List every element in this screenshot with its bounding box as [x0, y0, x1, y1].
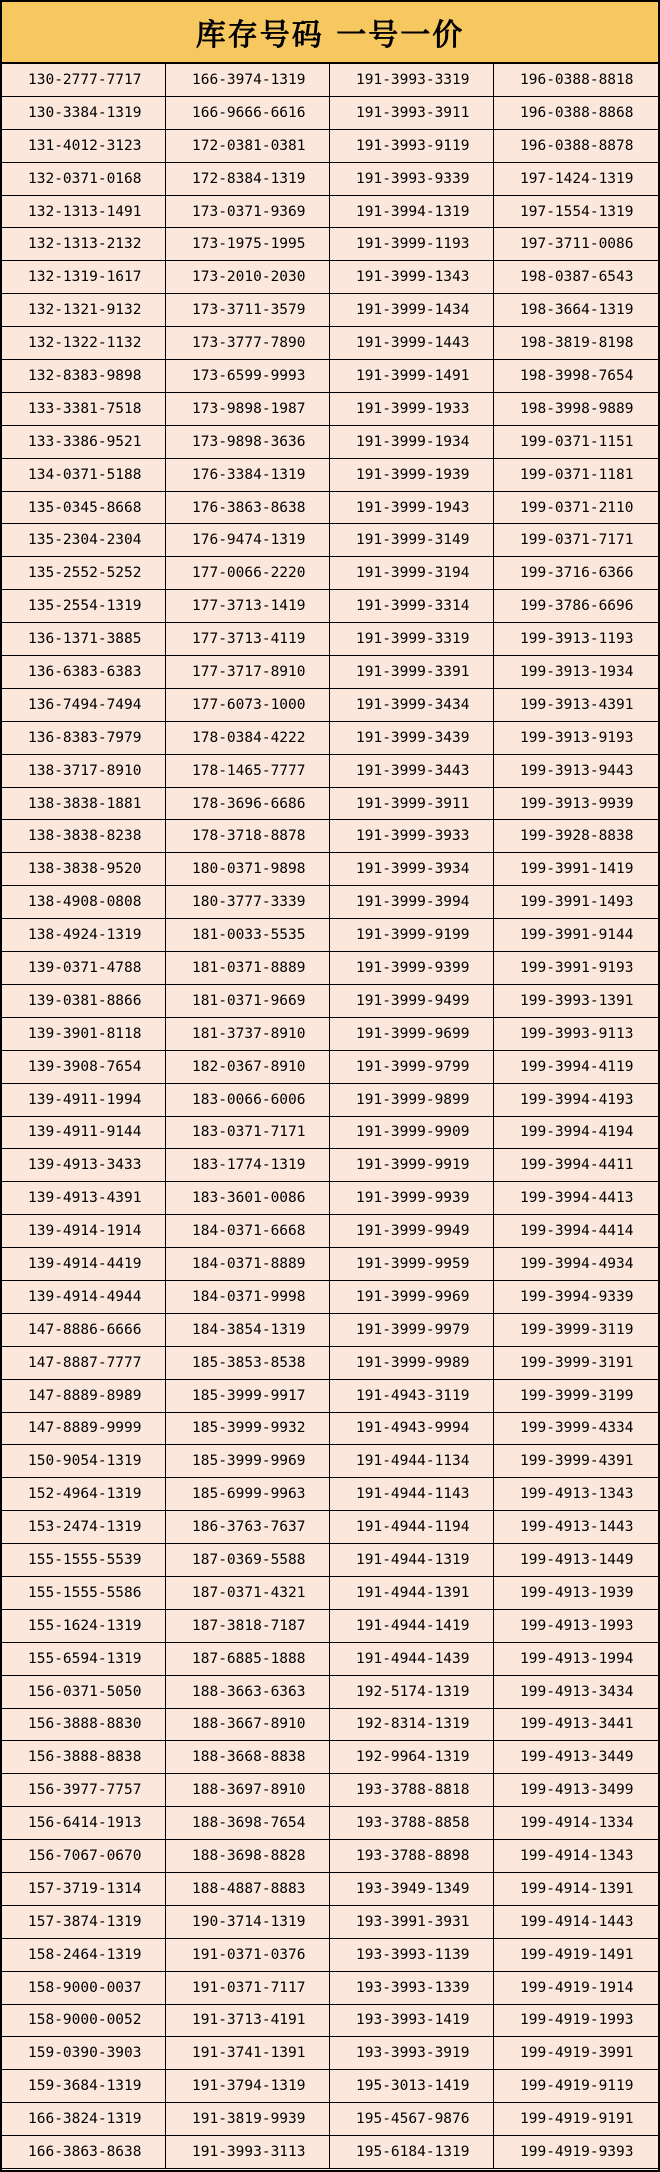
phone-number-cell: 199-4913-3499	[494, 1774, 658, 1807]
phone-number-cell: 191-3999-3994	[330, 886, 494, 919]
phone-number-cell: 147-8886-6666	[2, 1314, 166, 1347]
phone-number-cell: 173-9898-3636	[166, 426, 330, 459]
phone-number-cell: 199-0371-7171	[494, 524, 658, 557]
phone-number-cell: 191-3999-1939	[330, 459, 494, 492]
phone-number-cell: 156-3888-8830	[2, 1709, 166, 1742]
phone-number-cell: 131-4012-3123	[2, 130, 166, 163]
phone-number-cell: 188-3698-8828	[166, 1840, 330, 1873]
phone-number-cell: 199-3994-4193	[494, 1084, 658, 1117]
phone-number-cell: 158-2464-1319	[2, 1939, 166, 1972]
phone-number-cell: 191-3999-1343	[330, 261, 494, 294]
phone-number-cell: 199-3716-6366	[494, 557, 658, 590]
phone-number-cell: 172-8384-1319	[166, 163, 330, 196]
phone-number-cell: 180-0371-9898	[166, 853, 330, 886]
phone-number-cell: 139-4913-3433	[2, 1149, 166, 1182]
phone-number-cell: 135-0345-8668	[2, 492, 166, 525]
phone-number-cell: 199-3913-9443	[494, 755, 658, 788]
phone-number-cell: 139-4911-9144	[2, 1117, 166, 1150]
phone-number-cell: 181-0371-9669	[166, 985, 330, 1018]
phone-number-cell: 184-0371-8889	[166, 1248, 330, 1281]
phone-number-cell: 191-4944-1439	[330, 1643, 494, 1676]
phone-number-cell: 193-3991-3931	[330, 1906, 494, 1939]
phone-number-cell: 199-4919-9119	[494, 2070, 658, 2103]
phone-number-cell: 192-8314-1319	[330, 1709, 494, 1742]
phone-number-cell: 191-3999-9899	[330, 1084, 494, 1117]
phone-number-cell: 196-0388-8818	[494, 64, 658, 97]
phone-number-cell: 133-3381-7518	[2, 393, 166, 426]
phone-number-cell: 132-1313-1491	[2, 196, 166, 229]
phone-number-cell: 158-9000-0037	[2, 1972, 166, 2005]
phone-number-cell: 191-3999-9199	[330, 919, 494, 952]
phone-number-cell: 199-3913-1193	[494, 623, 658, 656]
phone-number-cell: 173-9898-1987	[166, 393, 330, 426]
phone-number-cell: 191-4943-9994	[330, 1413, 494, 1446]
phone-number-cell: 196-0388-8878	[494, 130, 658, 163]
phone-number-cell: 191-3999-1943	[330, 492, 494, 525]
phone-number-cell: 199-4914-1443	[494, 1906, 658, 1939]
phone-number-cell: 193-3993-3919	[330, 2037, 494, 2070]
phone-number-cell: 199-3994-4411	[494, 1149, 658, 1182]
phone-number-cell: 191-3999-3149	[330, 524, 494, 557]
phone-number-cell: 152-4964-1319	[2, 1478, 166, 1511]
phone-number-cell: 197-1424-1319	[494, 163, 658, 196]
phone-number-cell: 177-3713-1419	[166, 590, 330, 623]
phone-number-cell: 199-3993-9113	[494, 1018, 658, 1051]
phone-number-cell: 193-3949-1349	[330, 1873, 494, 1906]
phone-number-cell: 193-3993-1419	[330, 2005, 494, 2038]
phone-number-cell: 181-3737-8910	[166, 1018, 330, 1051]
phone-number-cell: 191-3999-9949	[330, 1215, 494, 1248]
phone-number-cell: 191-3713-4191	[166, 2005, 330, 2038]
phone-number-cell: 176-3863-8638	[166, 492, 330, 525]
phone-number-cell: 132-8383-9898	[2, 360, 166, 393]
phone-number-cell: 136-7494-7494	[2, 689, 166, 722]
phone-number-cell: 191-3999-1443	[330, 327, 494, 360]
phone-number-cell: 139-0371-4788	[2, 952, 166, 985]
phone-number-cell: 193-3993-1139	[330, 1939, 494, 1972]
phone-number-cell: 193-3788-8898	[330, 1840, 494, 1873]
phone-number-cell: 199-4914-1391	[494, 1873, 658, 1906]
phone-number-cell: 191-3999-3439	[330, 722, 494, 755]
phone-number-cell: 199-0371-1181	[494, 459, 658, 492]
phone-number-cell: 173-2010-2030	[166, 261, 330, 294]
phone-number-cell: 199-3928-8838	[494, 820, 658, 853]
page-title: 库存号码 一号一价	[2, 2, 658, 64]
phone-number-cell: 199-4919-9393	[494, 2136, 658, 2169]
phone-number-cell: 139-3901-8118	[2, 1018, 166, 1051]
phone-number-cell: 176-9474-1319	[166, 524, 330, 557]
phone-number-cell: 192-9964-1319	[330, 1741, 494, 1774]
phone-number-cell: 192-5174-1319	[330, 1676, 494, 1709]
phone-number-cell: 199-3991-1493	[494, 886, 658, 919]
phone-number-cell: 199-4913-1994	[494, 1643, 658, 1676]
phone-number-cell: 199-0371-2110	[494, 492, 658, 525]
phone-number-cell: 199-4913-3449	[494, 1741, 658, 1774]
phone-number-cell: 191-3999-3314	[330, 590, 494, 623]
phone-number-cell: 173-6599-9993	[166, 360, 330, 393]
phone-number-cell: 198-3998-7654	[494, 360, 658, 393]
phone-number-cell: 191-3819-9939	[166, 2103, 330, 2136]
phone-number-cell: 147-8889-9999	[2, 1413, 166, 1446]
number-grid	[2, 64, 658, 2169]
phone-number-cell: 190-3714-1319	[166, 1906, 330, 1939]
phone-number-cell: 196-0388-8868	[494, 97, 658, 130]
phone-number-cell: 199-4913-3441	[494, 1709, 658, 1742]
phone-number-cell: 191-3999-3911	[330, 788, 494, 821]
phone-number-cell: 191-3999-9399	[330, 952, 494, 985]
phone-number-cell: 166-3863-8638	[2, 2136, 166, 2169]
phone-number-cell: 193-3788-8858	[330, 1807, 494, 1840]
phone-number-cell: 138-4908-0808	[2, 886, 166, 919]
phone-number-cell: 199-4913-3434	[494, 1676, 658, 1709]
phone-number-cell: 198-3819-8198	[494, 327, 658, 360]
phone-number-cell: 191-3999-1434	[330, 294, 494, 327]
phone-number-cell: 199-4919-1993	[494, 2005, 658, 2038]
phone-number-cell: 199-3913-9939	[494, 788, 658, 821]
phone-number-cell: 135-2554-1319	[2, 590, 166, 623]
phone-number-cell: 191-4944-1319	[330, 1544, 494, 1577]
phone-number-cell: 191-0371-0376	[166, 1939, 330, 1972]
phone-number-cell: 138-3838-9520	[2, 853, 166, 886]
phone-number-cell: 199-4913-1939	[494, 1577, 658, 1610]
phone-number-cell: 155-6594-1319	[2, 1643, 166, 1676]
phone-number-cell: 199-4919-9191	[494, 2103, 658, 2136]
phone-number-cell: 187-0369-5588	[166, 1544, 330, 1577]
phone-number-cell: 178-1465-7777	[166, 755, 330, 788]
phone-number-cell: 199-3999-4334	[494, 1413, 658, 1446]
phone-number-cell: 139-4913-4391	[2, 1182, 166, 1215]
phone-number-cell: 156-3977-7757	[2, 1774, 166, 1807]
phone-number-cell: 199-3994-4934	[494, 1248, 658, 1281]
phone-number-cell: 132-1322-1132	[2, 327, 166, 360]
phone-number-cell: 136-1371-3885	[2, 623, 166, 656]
phone-number-cell: 132-1319-1617	[2, 261, 166, 294]
phone-number-cell: 130-2777-7717	[2, 64, 166, 97]
phone-number-cell: 177-3713-4119	[166, 623, 330, 656]
phone-number-cell: 156-0371-5050	[2, 1676, 166, 1709]
phone-number-cell: 191-3993-3911	[330, 97, 494, 130]
phone-number-cell: 191-3999-3434	[330, 689, 494, 722]
phone-number-cell: 177-0066-2220	[166, 557, 330, 590]
phone-number-cell: 188-3698-7654	[166, 1807, 330, 1840]
phone-number-cell: 191-3741-1391	[166, 2037, 330, 2070]
phone-number-cell: 199-4914-1343	[494, 1840, 658, 1873]
phone-number-cell: 199-3913-4391	[494, 689, 658, 722]
phone-number-cell: 199-4919-1914	[494, 1972, 658, 2005]
phone-number-cell: 139-0381-8866	[2, 985, 166, 1018]
phone-number-cell: 191-3999-9909	[330, 1117, 494, 1150]
phone-number-cell: 199-4919-3991	[494, 2037, 658, 2070]
phone-number-cell: 191-3993-3319	[330, 64, 494, 97]
phone-number-cell: 136-6383-6383	[2, 656, 166, 689]
phone-number-cell: 173-0371-9369	[166, 196, 330, 229]
phone-number-cell: 191-3999-1491	[330, 360, 494, 393]
phone-number-cell: 199-3994-4414	[494, 1215, 658, 1248]
phone-number-cell: 191-3999-1193	[330, 228, 494, 261]
phone-number-cell: 191-3999-1933	[330, 393, 494, 426]
phone-number-cell: 198-3998-9889	[494, 393, 658, 426]
phone-number-cell: 199-3991-1419	[494, 853, 658, 886]
phone-number-cell: 156-6414-1913	[2, 1807, 166, 1840]
phone-number-cell: 191-4944-1391	[330, 1577, 494, 1610]
phone-number-cell: 199-4913-1443	[494, 1511, 658, 1544]
phone-number-cell: 130-3384-1319	[2, 97, 166, 130]
phone-number-cell: 191-3999-3933	[330, 820, 494, 853]
phone-number-cell: 191-3999-9959	[330, 1248, 494, 1281]
phone-number-cell: 182-0367-8910	[166, 1051, 330, 1084]
phone-number-cell: 191-3999-9699	[330, 1018, 494, 1051]
phone-number-cell: 188-3697-8910	[166, 1774, 330, 1807]
phone-number-cell: 184-3854-1319	[166, 1314, 330, 1347]
phone-number-cell: 191-3999-9979	[330, 1314, 494, 1347]
phone-number-cell: 132-1313-2132	[2, 228, 166, 261]
phone-number-cell: 166-9666-6616	[166, 97, 330, 130]
phone-number-cell: 173-3711-3579	[166, 294, 330, 327]
phone-number-cell: 191-3999-1934	[330, 426, 494, 459]
phone-number-cell: 138-3838-8238	[2, 820, 166, 853]
phone-number-cell: 191-3999-9499	[330, 985, 494, 1018]
phone-number-cell: 139-4911-1994	[2, 1084, 166, 1117]
phone-number-cell: 185-3853-8538	[166, 1347, 330, 1380]
phone-number-cell: 191-4944-1194	[330, 1511, 494, 1544]
phone-number-cell: 191-3794-1319	[166, 2070, 330, 2103]
phone-number-cell: 157-3719-1314	[2, 1873, 166, 1906]
phone-number-cell: 134-0371-5188	[2, 459, 166, 492]
phone-number-cell: 177-6073-1000	[166, 689, 330, 722]
phone-number-cell: 199-3994-4119	[494, 1051, 658, 1084]
phone-number-cell: 191-3999-9919	[330, 1149, 494, 1182]
phone-number-cell: 199-4914-1334	[494, 1807, 658, 1840]
phone-number-cell: 136-8383-7979	[2, 722, 166, 755]
phone-number-cell: 132-0371-0168	[2, 163, 166, 196]
phone-number-cell: 188-4887-8883	[166, 1873, 330, 1906]
phone-number-cell: 183-0066-6006	[166, 1084, 330, 1117]
phone-number-cell: 176-3384-1319	[166, 459, 330, 492]
phone-number-cell: 195-3013-1419	[330, 2070, 494, 2103]
phone-number-cell: 191-4943-3119	[330, 1380, 494, 1413]
phone-number-cell: 156-3888-8838	[2, 1741, 166, 1774]
phone-number-cell: 188-3663-6363	[166, 1676, 330, 1709]
phone-number-cell: 183-0371-7171	[166, 1117, 330, 1150]
phone-number-cell: 197-1554-1319	[494, 196, 658, 229]
phone-number-cell: 135-2552-5252	[2, 557, 166, 590]
phone-number-cell: 191-3994-1319	[330, 196, 494, 229]
phone-number-cell: 153-2474-1319	[2, 1511, 166, 1544]
phone-number-cell: 139-4914-4944	[2, 1281, 166, 1314]
phone-number-cell: 195-4567-9876	[330, 2103, 494, 2136]
phone-number-cell: 199-3994-4194	[494, 1117, 658, 1150]
phone-number-cell: 173-1975-1995	[166, 228, 330, 261]
phone-number-cell: 199-3993-1391	[494, 985, 658, 1018]
phone-number-cell: 198-3664-1319	[494, 294, 658, 327]
phone-number-cell: 185-6999-9963	[166, 1478, 330, 1511]
phone-number-cell: 191-3999-9939	[330, 1182, 494, 1215]
phone-number-cell: 199-3994-4413	[494, 1182, 658, 1215]
phone-number-cell: 191-3993-3113	[166, 2136, 330, 2169]
phone-number-cell: 166-3974-1319	[166, 64, 330, 97]
phone-number-cell: 178-3718-8878	[166, 820, 330, 853]
phone-number-cell: 185-3999-9917	[166, 1380, 330, 1413]
phone-number-cell: 186-3763-7637	[166, 1511, 330, 1544]
phone-number-cell: 138-4924-1319	[2, 919, 166, 952]
phone-number-cell: 191-3993-9119	[330, 130, 494, 163]
phone-number-cell: 199-3999-3199	[494, 1380, 658, 1413]
phone-number-cell: 191-3999-3194	[330, 557, 494, 590]
phone-number-cell: 199-3991-9193	[494, 952, 658, 985]
phone-number-cell: 184-0371-9998	[166, 1281, 330, 1314]
phone-number-cell: 139-3908-7654	[2, 1051, 166, 1084]
phone-number-cell: 199-3999-3191	[494, 1347, 658, 1380]
phone-number-cell: 191-3999-9799	[330, 1051, 494, 1084]
phone-number-cell: 199-4913-1993	[494, 1610, 658, 1643]
phone-number-cell: 156-7067-0670	[2, 1840, 166, 1873]
phone-number-cell: 199-3999-4391	[494, 1445, 658, 1478]
phone-number-cell: 199-3913-9193	[494, 722, 658, 755]
phone-number-cell: 191-3993-9339	[330, 163, 494, 196]
phone-number-cell: 199-4913-1449	[494, 1544, 658, 1577]
phone-number-cell: 199-3991-9144	[494, 919, 658, 952]
phone-number-cell: 178-3696-6686	[166, 788, 330, 821]
phone-number-cell: 139-4914-1914	[2, 1215, 166, 1248]
phone-number-cell: 159-0390-3903	[2, 2037, 166, 2070]
phone-number-cell: 155-1555-5586	[2, 1577, 166, 1610]
phone-number-cell: 199-3913-1934	[494, 656, 658, 689]
phone-number-cell: 159-3684-1319	[2, 2070, 166, 2103]
phone-number-cell: 191-0371-7117	[166, 1972, 330, 2005]
phone-number-cell: 150-9054-1319	[2, 1445, 166, 1478]
phone-number-cell: 173-3777-7890	[166, 327, 330, 360]
phone-number-cell: 139-4914-4419	[2, 1248, 166, 1281]
phone-number-cell: 183-3601-0086	[166, 1182, 330, 1215]
phone-number-cell: 183-1774-1319	[166, 1149, 330, 1182]
phone-number-cell: 132-1321-9132	[2, 294, 166, 327]
phone-number-cell: 177-3717-8910	[166, 656, 330, 689]
phone-number-cell: 195-6184-1319	[330, 2136, 494, 2169]
phone-number-cell: 135-2304-2304	[2, 524, 166, 557]
phone-number-cell: 155-1555-5539	[2, 1544, 166, 1577]
phone-number-cell: 187-3818-7187	[166, 1610, 330, 1643]
phone-number-cell: 187-0371-4321	[166, 1577, 330, 1610]
phone-number-cell: 199-0371-1151	[494, 426, 658, 459]
phone-number-cell: 184-0371-6668	[166, 1215, 330, 1248]
phone-number-cell: 199-4913-1343	[494, 1478, 658, 1511]
phone-number-cell: 181-0033-5535	[166, 919, 330, 952]
phone-number-cell: 199-4919-1491	[494, 1939, 658, 1972]
phone-number-cell: 198-0387-6543	[494, 261, 658, 294]
phone-number-cell: 191-4944-1419	[330, 1610, 494, 1643]
phone-number-cell: 191-3999-3934	[330, 853, 494, 886]
phone-number-cell: 147-8889-8989	[2, 1380, 166, 1413]
phone-number-cell: 157-3874-1319	[2, 1906, 166, 1939]
phone-number-cell: 191-3999-3319	[330, 623, 494, 656]
phone-number-cell: 185-3999-9932	[166, 1413, 330, 1446]
phone-number-cell: 180-3777-3339	[166, 886, 330, 919]
phone-number-cell: 193-3993-1339	[330, 1972, 494, 2005]
phone-number-cell: 138-3717-8910	[2, 755, 166, 788]
phone-number-cell: 191-3999-9969	[330, 1281, 494, 1314]
phone-number-cell: 199-3994-9339	[494, 1281, 658, 1314]
phone-number-cell: 193-3788-8818	[330, 1774, 494, 1807]
phone-number-cell: 191-3999-9989	[330, 1347, 494, 1380]
phone-number-cell: 187-6885-1888	[166, 1643, 330, 1676]
phone-number-cell: 188-3668-8838	[166, 1741, 330, 1774]
phone-number-cell: 166-3824-1319	[2, 2103, 166, 2136]
phone-number-cell: 155-1624-1319	[2, 1610, 166, 1643]
phone-number-cell: 197-3711-0086	[494, 228, 658, 261]
phone-number-cell: 191-4944-1143	[330, 1478, 494, 1511]
phone-number-cell: 158-9000-0052	[2, 2005, 166, 2038]
phone-number-cell: 147-8887-7777	[2, 1347, 166, 1380]
phone-number-cell: 185-3999-9969	[166, 1445, 330, 1478]
phone-number-cell: 199-3999-3119	[494, 1314, 658, 1347]
phone-number-cell: 138-3838-1881	[2, 788, 166, 821]
phone-number-cell: 191-3999-3391	[330, 656, 494, 689]
phone-number-cell: 188-3667-8910	[166, 1709, 330, 1742]
phone-number-cell: 191-3999-3443	[330, 755, 494, 788]
phone-number-cell: 181-0371-8889	[166, 952, 330, 985]
phone-number-cell: 191-4944-1134	[330, 1445, 494, 1478]
phone-number-cell: 172-0381-0381	[166, 130, 330, 163]
phone-number-cell: 199-3786-6696	[494, 590, 658, 623]
phone-number-cell: 133-3386-9521	[2, 426, 166, 459]
phone-number-cell: 178-0384-4222	[166, 722, 330, 755]
